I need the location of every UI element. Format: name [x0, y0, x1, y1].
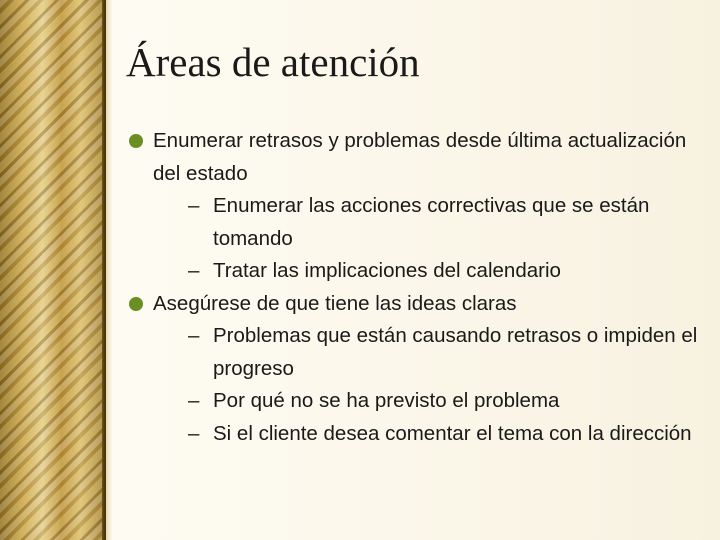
- sub-item: [153, 320, 711, 385]
- sub-item: [153, 255, 711, 288]
- sub-item-text: Enumerar las acciones correctivas que se están tomando: [213, 194, 650, 250]
- sub-item-text: Tratar las implicaciones del calendario: [213, 259, 561, 282]
- bullet-item: [126, 125, 711, 288]
- bullet-text: Asegúrese de que tiene las ideas claras: [153, 291, 517, 315]
- bullet-dot-icon: [129, 134, 143, 148]
- dash-marker: –: [188, 194, 200, 217]
- dash-marker: –: [188, 421, 200, 445]
- dash-marker: –: [188, 259, 200, 282]
- sub-item-text: Por qué no se ha previsto el problema: [213, 389, 560, 412]
- bullet-item: [126, 288, 711, 451]
- dash-marker: –: [188, 389, 200, 412]
- bullet-text: Enumerar retrasos y problemas desde última actualización del estado: [153, 129, 687, 185]
- bullet-list: [126, 125, 711, 450]
- sub-item: [153, 418, 711, 451]
- border-highlight: [106, 0, 112, 540]
- sub-list: [153, 190, 711, 288]
- slide-body: [126, 125, 711, 450]
- sub-item: [153, 385, 711, 418]
- sub-list: [153, 320, 711, 450]
- sub-item-text: Problemas que están causando retrasos o impiden el progreso: [213, 324, 698, 380]
- marble-border: [0, 0, 106, 540]
- slide-title: Áreas de atención: [126, 39, 420, 85]
- sub-item-text: Si el cliente desea comentar el tema con la dirección: [213, 421, 692, 445]
- dash-marker: –: [188, 324, 200, 347]
- sub-item: [153, 190, 711, 255]
- bullet-dot-icon: [129, 297, 143, 311]
